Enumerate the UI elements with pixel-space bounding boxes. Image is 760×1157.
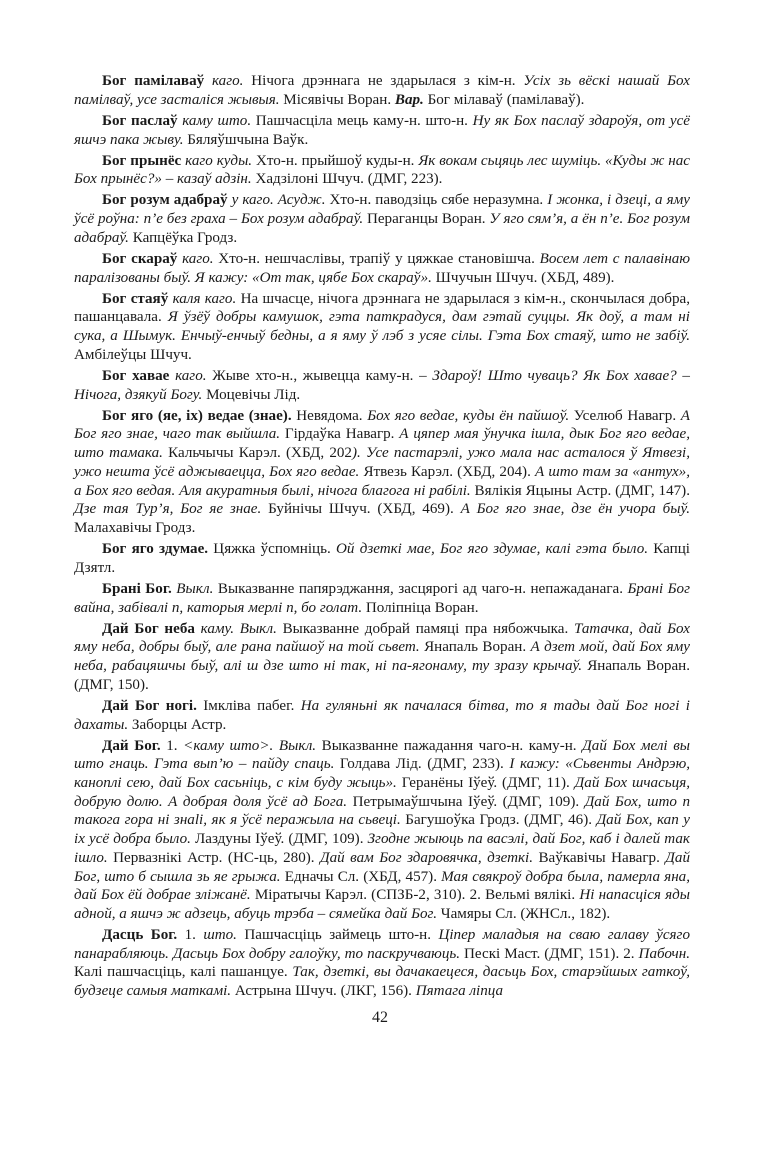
example-text: казаў адзін. xyxy=(177,171,252,188)
definition-text: Бог мілаваў (памілаваў). xyxy=(423,91,585,108)
headword: Бог яго здумае. xyxy=(102,541,209,557)
grammar-note: каго. xyxy=(175,367,207,384)
definition-text: Невядома. xyxy=(291,407,368,424)
example-text: Дзе тая Тур’я, Бог яе знае. xyxy=(74,501,262,518)
example-text: Мая свякроў добра была, памерла яна, дай Бох ёй добрае зліжанё. xyxy=(74,868,690,904)
grammar-note: каля каго. xyxy=(172,290,237,307)
headword: Бог прынёс xyxy=(102,152,182,169)
definition-text: Петрымаўшчына Іўеў. (ДМГ, 109). xyxy=(347,793,585,810)
example-text: А цяпер мая ўнучка ішла, дык Бог яго ведае, што тамака. xyxy=(74,426,690,462)
example-text: Дай вам Бог здаровячка, дзеткі. xyxy=(320,849,534,866)
definition-text: Первазнікі Астр. (НС-ць, 280). xyxy=(107,849,321,866)
example-text: Здароў! Што чуваць? Як Бох хавае? xyxy=(432,367,677,384)
definition-text: Гірдаўка Навагр. xyxy=(280,426,400,443)
example-text: Усіх зь вёскі нашай Бох памілваў, усе засталіся жывыя. xyxy=(74,73,691,108)
example-text: Брані Бог вайна, забівалі п, каторыя мерлі п, бо голат. xyxy=(74,580,690,616)
definition-text: Голдава Лід. (ДМГ, 233). xyxy=(334,756,510,773)
dictionary-page xyxy=(74,72,690,1003)
definition-text: Пашчасціць займець што-н. xyxy=(236,927,439,944)
grammar-note: <каму што>. Выкл. xyxy=(183,737,317,754)
definition-text: Міратычы Карэл. (СПЗБ-2, 310). 2. Вельмі вялікі. xyxy=(250,887,580,904)
entry-brani-bog xyxy=(74,580,690,617)
headword: Бог скараў xyxy=(102,250,178,267)
definition-text: Уселюб Навагр. xyxy=(569,407,681,424)
definition-text: Капцёўка Гродз. xyxy=(128,229,238,246)
definition-text: Вялікія Яцыны Астр. (ДМГ, 147). xyxy=(470,482,690,499)
definition-text: Пескі Маст. (ДМГ, 151). 2. xyxy=(460,945,639,962)
example-text: У яго сям’я, а ён п’е. Бог розум адабраў. xyxy=(74,211,690,246)
grammar-note: каго куды. xyxy=(185,152,253,169)
example-text: Нічога, дзякуй Богу. xyxy=(74,386,203,403)
grammar-note: што. xyxy=(203,927,237,944)
entry-dai-bog-neba xyxy=(74,620,690,695)
definition-text: Выказванне папярэджання, засцярогі ад чаго-н. непажаданага. xyxy=(213,580,628,597)
example-text: Дай Бог, што б сышла зь яе грыжа. xyxy=(74,849,690,885)
definition-text: Нічога дрэннага не здарылася з кім-н. xyxy=(243,73,524,89)
grammar-note: каму. Выкл. xyxy=(200,620,277,637)
example-text: І жонка, і дзеці, а яму ўсё роўна: п’е без граха – Бох розум адабраў. xyxy=(74,192,690,228)
example-text: Ні напасціся яды адной, а яшчэ ж адзець, абуць трэба – сямейка дай Бог. xyxy=(74,887,690,922)
example-text: І кажу: «Сьвенты Андрэю, каноплі сею, дай Бох сасьніць, с кім буду жыць». xyxy=(74,756,690,791)
example-text: Як вокам сьцяць лес шуміць. «Куды ж нас Бох прынёс?» xyxy=(74,152,691,188)
definition-text: Місявічы Воран. xyxy=(279,91,395,108)
definition-text: Заборцы Астр. xyxy=(128,716,227,733)
definition-text: Лаздуны Іўеў. (ДМГ, 109). xyxy=(190,831,368,848)
entry-bog-prynes xyxy=(74,152,690,189)
definition-text: Выказванне добрай памяці пра нябожчыка. xyxy=(276,620,574,637)
definition-text: Геранёны Іўеў. (ДМГ, 11). xyxy=(396,775,575,791)
entry-bog-iago-zdumae xyxy=(74,540,690,577)
entry-bog-rozum-adabrau xyxy=(74,191,690,247)
grammar-note: каго. xyxy=(211,73,244,89)
definition-text: Моцевічы Лід. xyxy=(202,386,301,403)
definition-text: Бяляўшчына Ваўк. xyxy=(183,131,309,148)
definition-text: Ваўкавічы Навагр. xyxy=(533,849,666,866)
entry-bog-pamilavau xyxy=(74,72,690,109)
definition-text: Калі пашчасціць, калі пашанцуе. xyxy=(74,964,293,981)
example-text: А дзет мой, дай Бох яму неба, рабацяшчы быў, алі ш дзе што ні так, ні па-ягонаму, ту зразу крычаў. xyxy=(74,639,690,674)
definition-text: Шчучын Шчуч. (ХБД, 489). xyxy=(431,269,615,286)
entry-bog-skarau xyxy=(74,250,690,287)
headword: Бог яго (яе, іх) ведае (знае). xyxy=(102,407,292,424)
headword: Дасць Бог. xyxy=(102,927,178,944)
definition-text: Едначы Сл. (ХБД, 457). xyxy=(280,868,442,885)
grammar-note: каго. xyxy=(182,250,214,267)
example-text: А што там за «антух», а Бох яго ведая. Аля акуратныя былі, нічога благога ні рабілі. xyxy=(74,463,690,499)
definition-text: Пашчасціла мець каму-н. што-н. xyxy=(251,112,473,129)
example-text: Дай Бох, штo п такога гора ні знаlі, як я ўсё пеpажыла на сьвеці. xyxy=(74,793,690,829)
definition-text: 1. xyxy=(160,737,184,754)
definition-text: Малахавічы Гродз. xyxy=(74,519,196,536)
entry-dai-bog-nogi xyxy=(74,697,690,734)
headword: Бог паслаў xyxy=(102,112,178,129)
definition-text: Астрына Шчуч. (ЛКГ, 156). xyxy=(231,983,416,1000)
definition-text: Хто-н. нешчаслівы, трапіў у цяжкае становішча. xyxy=(213,250,540,267)
example-text: Дай Бох шчасьця, добрую долю. А добрая доля ўсё ад Бога. xyxy=(74,775,691,810)
example-text: Дай Бох мелі вы што гнаць. Гэта вып’ю – пайду спаць. xyxy=(74,737,690,773)
entry-bog-khavae xyxy=(74,367,690,404)
entry-bog-iago-vedae xyxy=(74,407,690,538)
definition-text: Капці Дзятл. xyxy=(74,541,690,576)
definition-text: Выказванне пажадання чаго-н. каму-н. xyxy=(316,737,583,754)
headword: Брані Бог. xyxy=(102,580,172,597)
headword: Бог розум адабраў xyxy=(102,192,228,209)
definition-text: Ятвезь Карэл. (ХБД, 204). xyxy=(359,463,535,480)
definition-text xyxy=(204,73,212,89)
example-text: Дай Бох, кап у іх усё добра было. xyxy=(74,812,690,848)
definition-text: 1. xyxy=(177,927,204,944)
entry-bog-staiau xyxy=(74,290,690,365)
definition-text: Хто-н. паводзіць сябе неразумна. xyxy=(325,192,548,209)
definition-text: Пераганцы Воран. xyxy=(363,211,490,228)
definition-text: Хадзілоні Шчуч. (ДМГ, 223). xyxy=(251,171,443,188)
headword: Дай Бог. xyxy=(102,737,161,754)
example-text: Так, дзеткі, вы дачакаецеся, дасьць Бох, старэйшых гаткоў, будзеце самыя маткамі. xyxy=(74,964,691,1000)
definition-text: Жыве хто-н., жывецца каму-н. – xyxy=(206,367,433,384)
example-text: Ціпер маладыя на сваю галаву ўсяго панарабляюць. Дасьць Бох добру галоўку, то паскручваюць. xyxy=(74,927,690,962)
example-text: Я ўзёў добры камушок, гэта паткрадуся, дам гэтай суццы. Як доў, а там ні сука, а Шымук. Енчыў-енчыў бедны, а я яму ў лэб з усяе сілы. Гэта Бох стаяў, што не забіў. xyxy=(74,309,690,345)
variant-label: Вар. xyxy=(394,91,424,108)
definition-text: Імклівa пабег. xyxy=(196,697,301,714)
definition-text: – xyxy=(161,171,178,188)
definition-text: Кальчычы Карэл. (ХБД, 202 xyxy=(162,445,352,462)
definition-text: Буйнічы Шчуч. (ХБД, 469). xyxy=(261,501,461,518)
definition-text: – xyxy=(676,367,690,384)
definition-text: Чамяры Сл. (ЖНСл., 182). xyxy=(437,905,611,922)
example-text: ). Усе пастарэлі, ужо мала нас асталося ў Ятвезі, ужо нешта ўсё аджываецца, Бох яго ведае. xyxy=(74,445,690,480)
headword: Бог хавае xyxy=(102,367,170,384)
page-number: 42 xyxy=(372,1009,388,1026)
definition-text: Поліпніца Воран. xyxy=(362,599,479,616)
entry-dasts-bog xyxy=(74,926,690,1001)
example-text: Татачка, дай Бох яму неба, добры быў, але рана пайшоў на той сьвет. xyxy=(74,620,690,656)
definition-text: Янапаль Воран. xyxy=(419,639,531,656)
example-text: А Бог яго знае, дзе ён учора быў. xyxy=(460,501,691,518)
definition-text: Хто-н. прыйшоў куды-н. xyxy=(252,152,419,169)
grammar-note: каму што. xyxy=(182,112,252,129)
example-text: На гуляньні як пачалася бітва, то я тады дай Бог ногі і дахаты. xyxy=(74,697,690,733)
definition-text: Янапаль Воран. (ДМГ, 150). xyxy=(74,658,690,693)
grammar-note: Пабочн. xyxy=(638,945,691,962)
definition-text: Багушоўка Гродз. (ДМГ, 46). xyxy=(400,812,597,829)
definition-text: Цяжка ўспомніць. xyxy=(208,541,336,557)
grammar-note: Выкл. xyxy=(176,580,214,597)
headword: Дай Бог ногі. xyxy=(102,697,197,714)
headword: Дай Бог неба xyxy=(102,620,195,637)
definition-text: Амбілеўцы Шчуч. xyxy=(74,346,192,363)
grammar-note: у каго. Асудж. xyxy=(231,192,326,209)
definition-text: На шчасце, нічога дрэннага не здарылася з кім-н., скончылася добра, пашанцавала. xyxy=(74,290,690,326)
example-text: Пятага ліпца xyxy=(415,983,504,1000)
entry-bog-paslau xyxy=(74,112,690,149)
headword: Бог стаяў xyxy=(102,290,169,307)
example-text: Згодне жыюць па васэлі, дай Бог, каб і далей так ішло. xyxy=(74,831,690,866)
example-text: А Бог яго знае, чаго так выйшла. xyxy=(74,407,690,443)
example-text: Ой дзеткі мае, Бог яго здумае, калі гэта было. xyxy=(336,541,649,557)
entry-dai-bog xyxy=(74,737,690,924)
example-text: Восем лет с палавінаю паралізованы быў. Я кажу: «От так, цябе Бох скараў». xyxy=(74,250,690,286)
example-text: Ну як Бох паслаў здароўя, от усё яшчэ пака жыву. xyxy=(74,112,690,148)
headword: Бог памілаваў xyxy=(102,73,205,89)
example-text: Бох яго ведае, куды ён пайшоў. xyxy=(367,407,570,424)
